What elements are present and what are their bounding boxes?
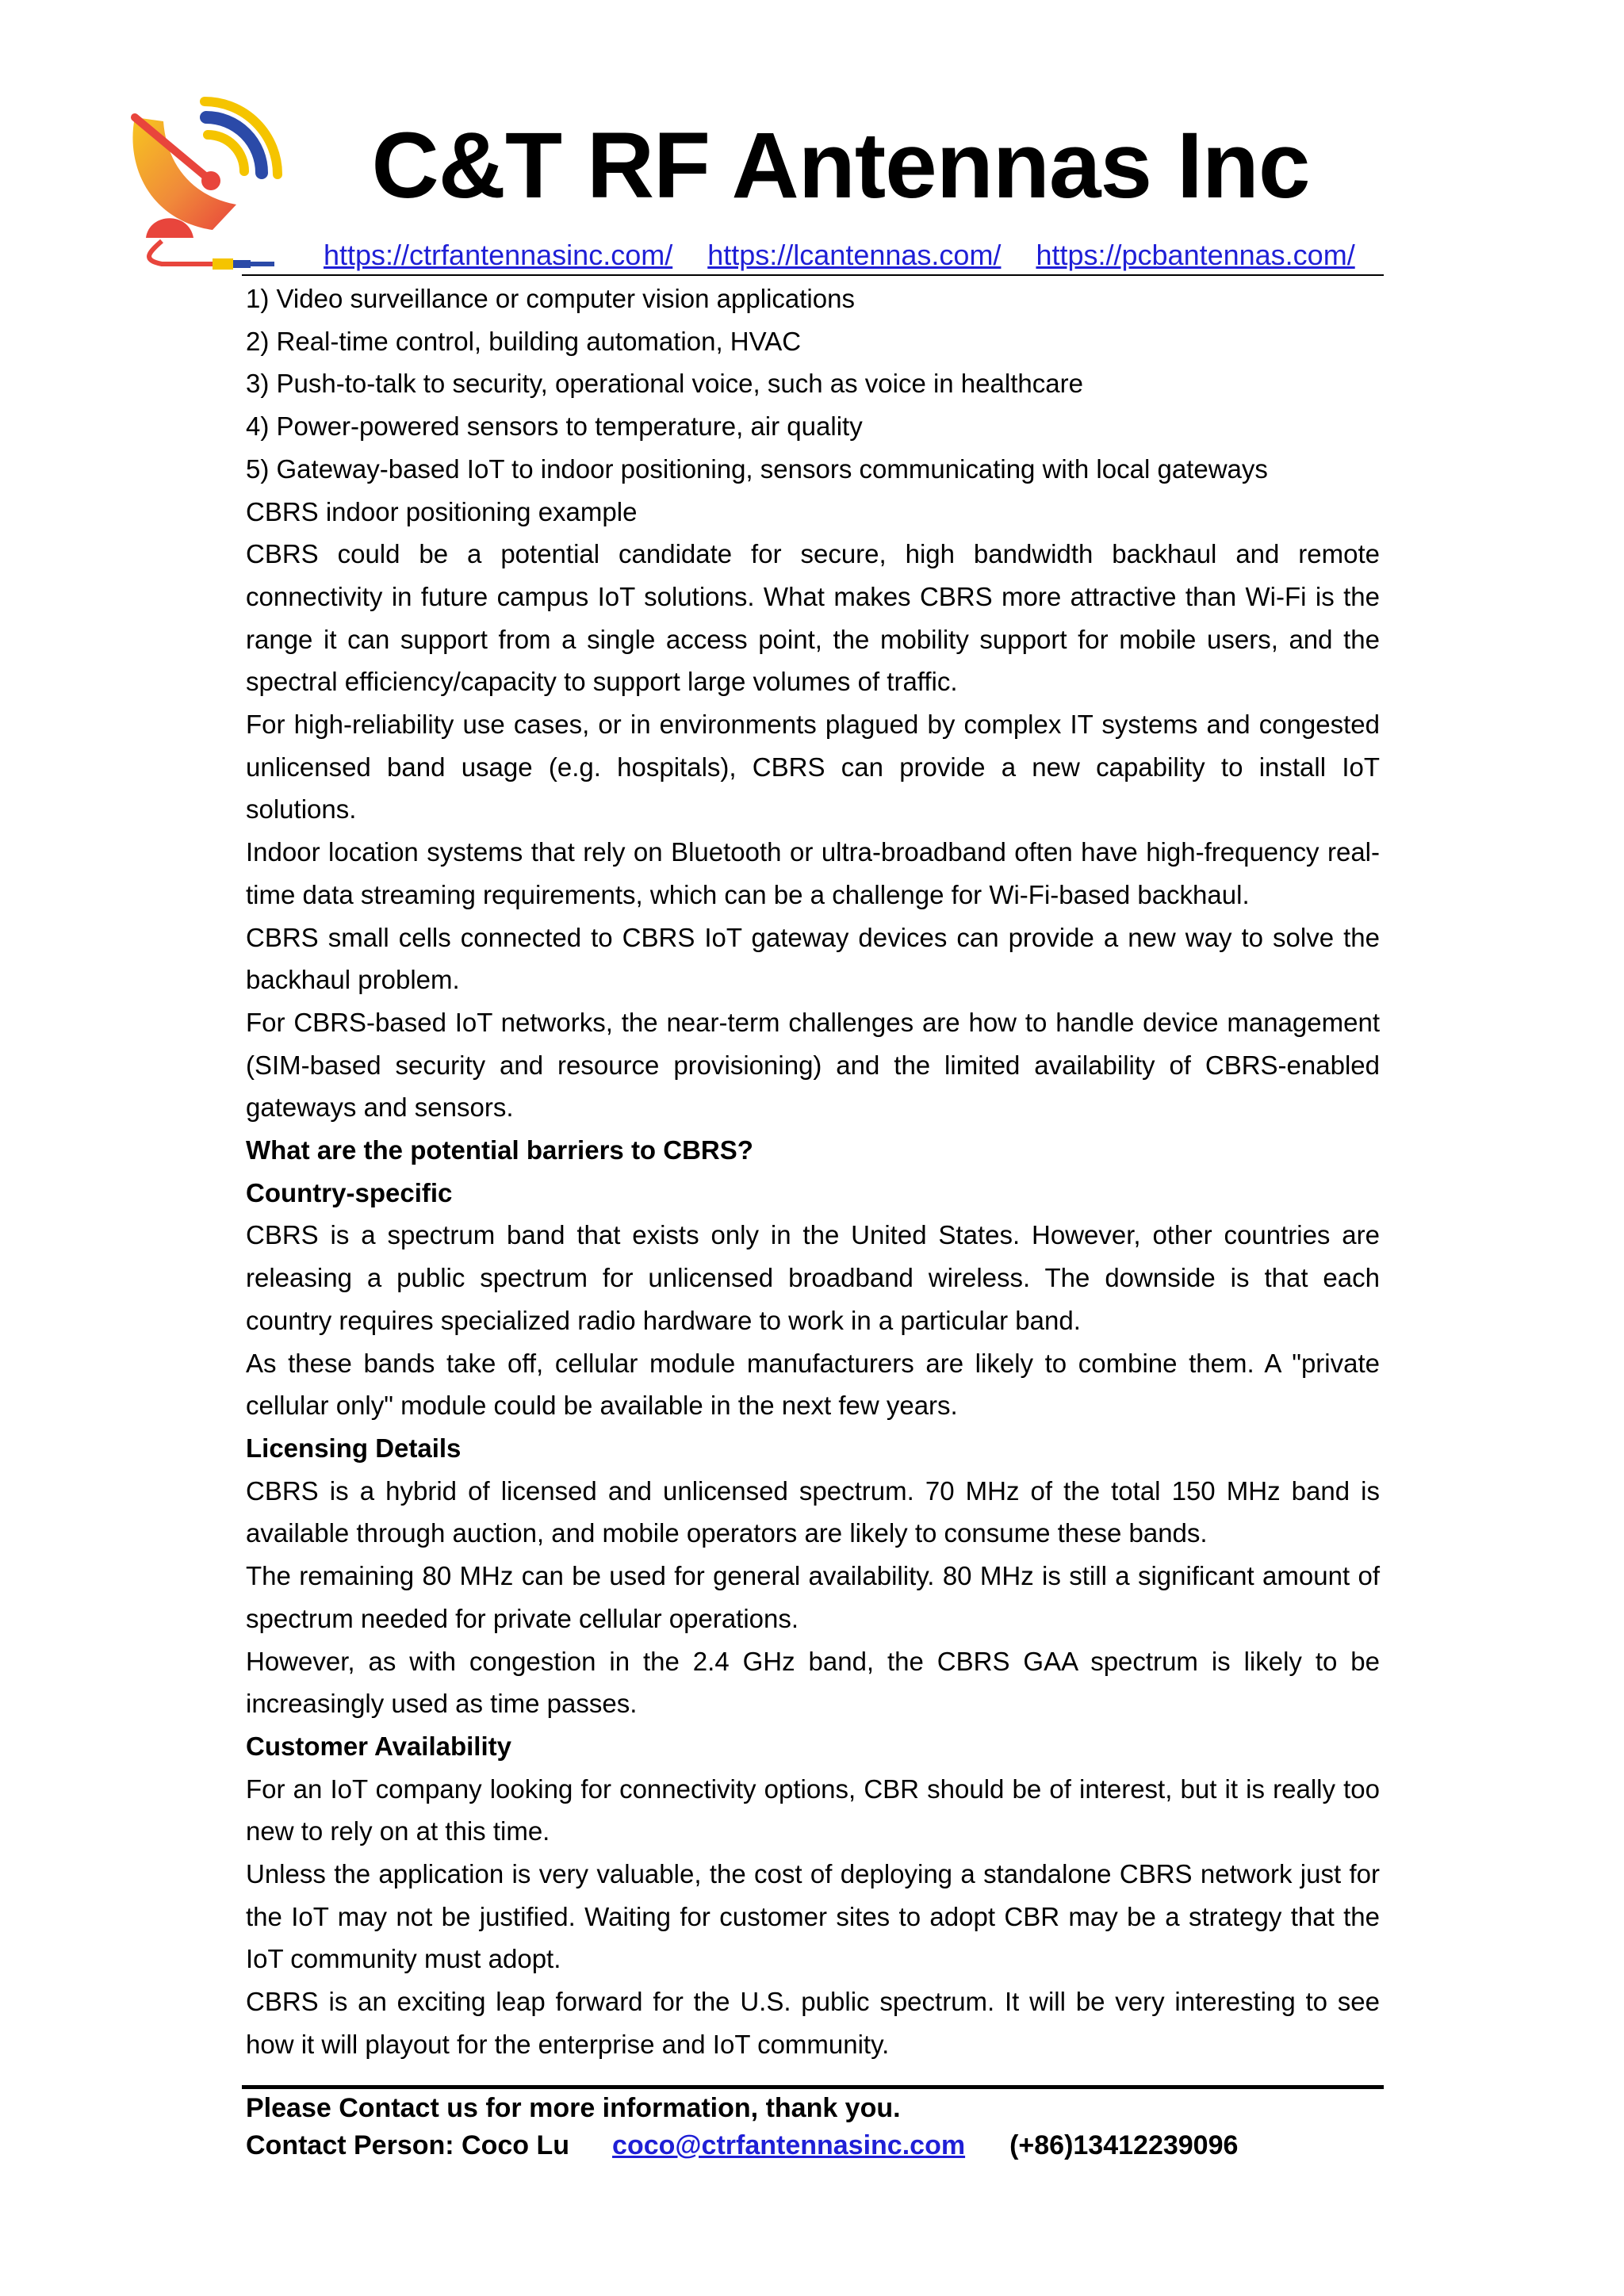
list-item: 5) Gateway-based IoT to indoor positioning, sensors communicating with local gateways	[246, 453, 1268, 484]
paragraph: For an IoT company looking for connectivity options, CBR should be of interest, but it is really too new to rely on at this time.	[246, 1774, 1380, 1846]
paragraph: For CBRS-based IoT networks, the near-term challenges are how to handle device management (SIM-based security and resource provisioning) and the limited availability of CBRS-enabled gateways and sensors.	[246, 1007, 1380, 1123]
paragraph: CBRS is a spectrum band that exists only in the United States. However, other countries are releasing a public spectrum for unlicensed broadband wireless. The downside is that each country requires specialized radio hardware to work in a particular band.	[246, 1220, 1380, 1335]
contact-row	[246, 2127, 1380, 2164]
link-ctrfantennasinc[interactable]: https://ctrfantennasinc.com/	[324, 239, 673, 271]
paragraph: CBRS is a hybrid of licensed and unlicensed spectrum. 70 MHz of the total 150 MHz band is available through auction, and mobile operators are likely to consume these bands.	[246, 1475, 1380, 1548]
footer-divider	[242, 2085, 1384, 2089]
contact-phone: (+86)13412239096	[1009, 2130, 1239, 2160]
contact-line: Please Contact us for more information, thank you.	[246, 2093, 901, 2123]
contact-email-link[interactable]: coco@ctrfantennasinc.com	[612, 2130, 966, 2160]
section-heading: Licensing Details	[246, 1433, 462, 1463]
paragraph: However, as with congestion in the 2.4 GHz band, the CBRS GAA spectrum is likely to be increasingly used as time passes.	[246, 1646, 1380, 1719]
company-title: C&T RF Antennas Inc	[371, 113, 1310, 218]
section-heading: Customer Availability	[246, 1731, 511, 1761]
paragraph: For high-reliability use cases, or in environments plagued by complex IT systems and congested unlicensed band usage (e.g. hospitals), CBRS can provide a new capability to install IoT solutions.	[246, 710, 1380, 825]
list-item: 2) Real-time control, building automation, HVAC	[246, 326, 802, 356]
paragraph: Unless the application is very valuable, the cost of deploying a standalone CBRS network just for the IoT may not be justified. Waiting for customer sites to adopt CBR may be a strategy that the IoT community must adopt.	[246, 1859, 1380, 1974]
list-item: 4) Power-powered sensors to temperature, air quality	[246, 411, 863, 442]
paragraph: As these bands take off, cellular module manufacturers are likely to combine them. A "private cellular only" module could be available in the next few years.	[246, 1348, 1380, 1421]
paragraph: CBRS is an exciting leap forward for the U.S. public spectrum. It will be very interesting to see how it will playout for the enterprise and IoT community.	[246, 1987, 1380, 2059]
satellite-dish-logo-icon	[117, 86, 308, 280]
section-heading: Country-specific	[246, 1177, 453, 1207]
example-label: CBRS indoor positioning example	[246, 496, 638, 526]
list-item: 1) Video surveillance or computer vision applications	[246, 284, 855, 313]
header-links	[324, 238, 1382, 273]
document-body	[246, 277, 1380, 2066]
footer	[246, 2090, 1380, 2164]
paragraph: The remaining 80 MHz can be used for general availability. 80 MHz is still a significant amount of spectrum needed for private cellular operations.	[246, 1561, 1380, 1633]
contact-person: Contact Person: Coco Lu	[246, 2130, 570, 2160]
link-lcantennas[interactable]: https://lcantennas.com/	[707, 239, 1002, 271]
list-item: 3) Push-to-talk to security, operational voice, such as voice in healthcare	[246, 369, 1083, 399]
paragraph: Indoor location systems that rely on Bluetooth or ultra-broadband often have high-frequency real-time data streaming requirements, which can be a challenge for Wi-Fi-based backhaul.	[246, 837, 1380, 909]
paragraph: CBRS small cells connected to CBRS IoT gateway devices can provide a new way to solve the backhaul problem.	[246, 922, 1380, 995]
paragraph: CBRS could be a potential candidate for secure, high bandwidth backhaul and remote connectivity in future campus IoT solutions. What makes CBRS more attractive than Wi-Fi is the range it can support from a single access point, the mobility support for mobile users, and the spectral efficiency/capacity to support large volumes of traffic.	[246, 539, 1380, 697]
link-pcbantennas[interactable]: https://pcbantennas.com/	[1036, 239, 1355, 271]
header-divider	[242, 274, 1384, 276]
section-heading: What are the potential barriers to CBRS?	[246, 1135, 753, 1165]
